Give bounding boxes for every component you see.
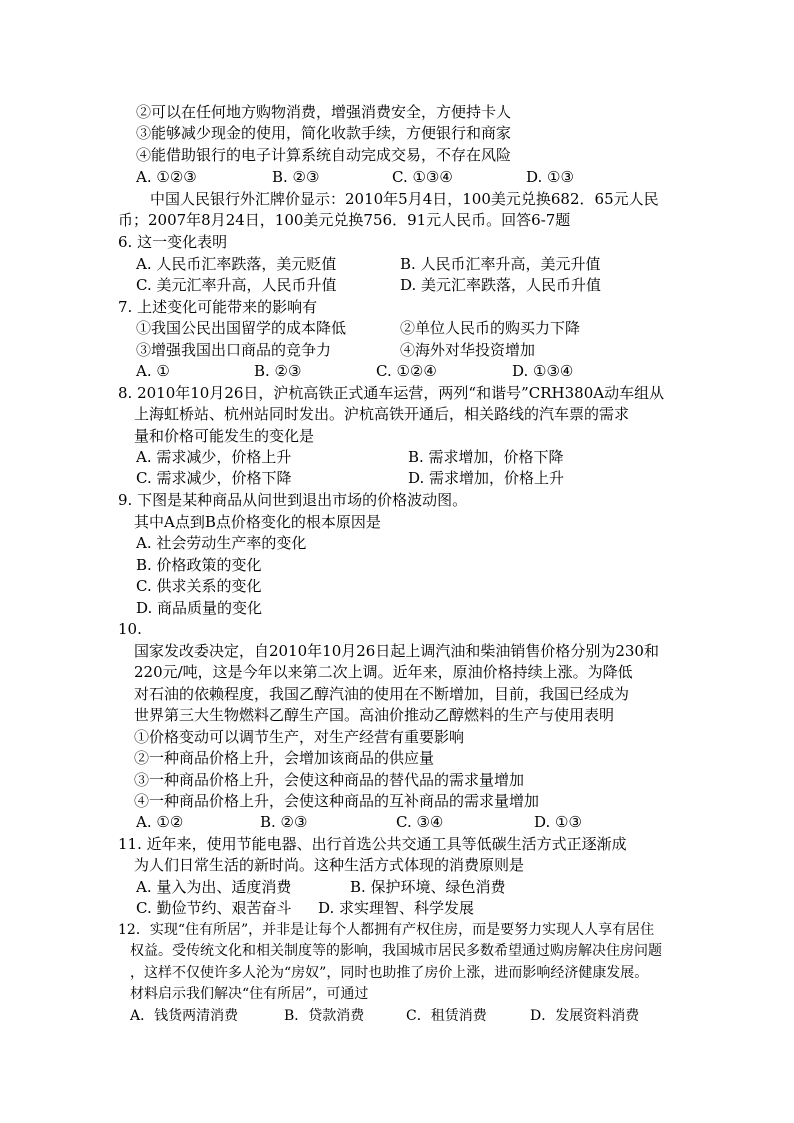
q5-option-a: A. ①②③: [136, 168, 197, 186]
q10-stem-line-3: 对石油的依赖程度，我国乙醇汽油的使用在不断增加，目前，我国已经成为: [134, 685, 630, 703]
q7-option-b: B. ②③: [254, 362, 302, 380]
q12-option-b: B．贷款消费: [284, 1008, 365, 1024]
intro-6-7-line-1: 中国人民银行外汇牌价显示：2010年5月4日，100美元兑换682．65元人民: [150, 190, 659, 208]
q5-statement-3: ③能够减少现金的使用，简化收款手续，方便银行和商家: [136, 124, 512, 142]
q6-stem: 6. 这一变化表明: [118, 233, 228, 251]
q5-option-c: C. ①③④: [392, 168, 453, 186]
q11-stem-line-1: 11. 近年来，使用节能电器、出行首选公共交通工具等低碳生活方式正逐渐成: [118, 835, 627, 853]
q12-stem-line-3: ，这样不仅使许多人沦为“房奴”，同时也助推了房价上涨，进而影响经济健康发展。: [130, 965, 649, 981]
q9-option-a: A. 社会劳动生产率的变化: [136, 534, 307, 552]
q5-statement-4: ④能借助银行的电子计算系统自动完成交易，不存在风险: [136, 146, 512, 164]
q10-statement-2: ②一种商品价格上升，会增加该商品的供应量: [134, 749, 435, 767]
q6-option-c: C. 美元汇率升高，人民币升值: [136, 276, 337, 294]
q12-stem-line-2: 权益。受传统文化和相关制度等的影响，我国城市居民多数希望通过购房解决住房问题: [130, 943, 662, 959]
q7-option-d: D. ①③④: [512, 362, 574, 380]
q10-stem-line-4: 世界第三大生物燃料乙醇生产国。高油价推动乙醇燃料的生产与使用表明: [134, 706, 615, 724]
q12-stem-line-4: 材料启示我们解决“住有所居”，可通过: [130, 986, 369, 1002]
q11-option-d: D. 求实理智、科学发展: [318, 899, 475, 917]
q8-option-a: A. 需求减少，价格上升: [136, 448, 292, 466]
q7-option-c: C. ①②④: [376, 362, 437, 380]
q12-option-c: C．租赁消费: [406, 1008, 487, 1024]
q12-option-d: D．发展资料消费: [530, 1008, 640, 1024]
q8-option-b: B. 需求增加，价格下降: [408, 448, 564, 466]
intro-6-7-line-2: 币；2007年8月24日，100美元兑换756．91元人民币。回答6-7题: [118, 211, 571, 229]
q5-option-d: D. ①③: [526, 168, 574, 186]
q10-stem-line-1: 国家发改委决定，自2010年10月26日起上调汽油和柴油销售价格分别为230和: [134, 642, 659, 660]
q9-option-c: C. 供求关系的变化: [136, 577, 262, 595]
q8-stem-line-2: 上海虹桥站、杭州站同时发出。沪杭高铁开通后，相关路线的汽车票的需求: [134, 405, 630, 423]
q7-stem: 7. 上述变化可能带来的影响有: [118, 298, 318, 316]
q10-statement-1: ①价格变动可以调节生产，对生产经营有重要影响: [134, 728, 465, 746]
q8-stem-line-3: 量和价格可能发生的变化是: [134, 427, 315, 445]
q7-statement-2: ②单位人民币的购买力下降: [400, 319, 581, 337]
q11-option-a: A. 量入为出、适度消费: [136, 878, 292, 896]
q6-option-d: D. 美元汇率跌落，人民币升值: [400, 276, 602, 294]
q7-statement-3: ③增强我国出口商品的竞争力: [136, 341, 332, 359]
q7-statement-4: ④海外对华投资增加: [400, 341, 536, 359]
q9-stem-line-2: 其中A点到B点价格变化的根本原因是: [134, 513, 381, 531]
q10-number: 10.: [118, 620, 142, 638]
q10-option-a: A. ①②: [136, 813, 184, 831]
q10-option-d: D. ①③: [534, 813, 582, 831]
q10-option-c: C. ③④: [396, 813, 444, 831]
q5-statement-2: ②可以在任何地方购物消费，增强消费安全，方便持卡人: [136, 103, 512, 121]
q6-option-b: B. 人民币汇率升高，美元升值: [400, 255, 601, 273]
q10-option-b: B. ②③: [260, 813, 308, 831]
q10-statement-4: ④一种商品价格上升，会使这种商品的互补商品的需求量增加: [134, 792, 540, 810]
q9-option-b: B. 价格政策的变化: [136, 556, 262, 574]
q9-option-d: D. 商品质量的变化: [136, 599, 263, 617]
q7-option-a: A. ①: [136, 362, 170, 380]
q9-stem-line-1: 9. 下图是某种商品从问世到退出市场的价格波动图。: [118, 491, 468, 509]
q12-stem-line-1: 12．实现“住有所居”，并非是让每个人都拥有产权住房，而是要努力实现人人享有居住: [118, 922, 655, 938]
q12-option-a: A．钱货两清消费: [130, 1008, 239, 1024]
q5-option-b: B. ②③: [272, 168, 320, 186]
q10-statement-3: ③一种商品价格上升，会使这种商品的替代品的需求量增加: [134, 771, 525, 789]
q8-option-d: D. 需求增加，价格上升: [408, 469, 565, 487]
q11-stem-line-2: 为人们日常生活的新时尚。这种生活方式体现的消费原则是: [134, 856, 525, 874]
q6-option-a: A. 人民币汇率跌落，美元贬值: [136, 255, 337, 273]
q11-option-c: C. 勤俭节约、艰苦奋斗: [136, 899, 292, 917]
q8-stem-line-1: 8. 2010年10月26日，沪杭高铁正式通车运营，两列“和谐号”CRH380A动车组从: [118, 384, 665, 402]
q11-option-b: B. 保护环境、绿色消费: [350, 878, 506, 896]
q7-statement-1: ①我国公民出国留学的成本降低: [136, 319, 347, 337]
q8-option-c: C. 需求减少，价格下降: [136, 469, 292, 487]
q10-stem-line-2: 220元/吨，这是今年以来第二次上调。近年来，原油价格持续上涨。为降低: [134, 663, 633, 681]
